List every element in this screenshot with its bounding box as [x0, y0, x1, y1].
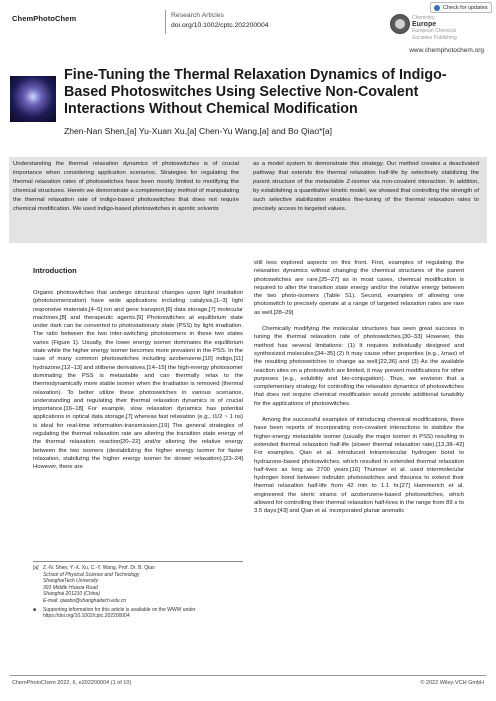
check-updates-label: Check for updates — [443, 4, 488, 11]
support-icon: ■ — [33, 606, 37, 613]
footnote-line: School of Physical Science and Technology — [43, 571, 140, 578]
publisher-line: European Chemical — [412, 28, 456, 34]
article-type: Research Articles — [171, 12, 224, 19]
section-heading: Introduction — [33, 266, 77, 275]
footer-divider — [10, 675, 486, 676]
footnote-label: [a] — [33, 565, 39, 571]
footnote-line: ShanghaiTech University — [43, 578, 99, 585]
journal-name: ChemPhotoChem — [12, 14, 77, 23]
footnote-divider — [33, 561, 243, 562]
footnote-line: 393 Middle Huaxia Road — [43, 584, 98, 591]
body-column-right — [254, 259, 464, 524]
abstract-right: as a model system to demonstrate this strategy. Our method creates a deactivated pathway that extends the thermal relaxation half-life by selectively stabilizing the parent structure of the metastable Z-isomer via non-covalent interaction. In addition, by establishing a quantitative kinetic model, we showed that controlling the strength of such selective stabilization enables fine-tuning of the thermal relaxation rates to precisely access to targeted values. — [253, 161, 479, 212]
website-link[interactable]: www.chemphotochem.org — [409, 47, 484, 54]
footnote-line: Shanghai 201210 (China) — [43, 591, 100, 598]
paragraph: Organic photoswitches that undergo structural changes upon light irradiation (photoisomerization) have wide applications including catalysis,[1–3] light responsive materials,[4–5] ion and gene transport,[6] data storage,[7] molecular machines,[8] and therapeutic agents.[9] Photoswitches at equilibrium state under dark can be converted to photostationary state (PSS) by light irradiation. The ratio between the two inter-switching photoisomers in these two states varies (Figure 1). Usually, the lower energy isomer dominates the equilibrium state while the higher energy isomer becomes more prevalent in the PSS. In the case of many common photoswitches including azobenzene,[10] indigo,[11] hydrazone,[12–13] and stilbene derivatives,[14–15] the high-energy photoisomer dominating the PSS is metastable and can thermally relax to the thermodynamically more stable isomer when the irradiation is removed (thermal relaxation). To better utilize these photoswitches in various scenarios, understanding and regulating their thermal relaxation dynamics is of crucial importance.[16–18] For example, slow relaxation dynamics has potential applications in optical data storage,[7] whereas fast relaxation (e.g., t1/2 ~ 1 ns) is ideal for real-time information-transmission.[19] The general strategies of regulating the thermal relaxation rate are altering the transition state energy of the thermal relaxation reaction[20–22] and/or altering the relative energy between the two isomers (destabilizing the higher energy isomer for faster relaxation, stabilizing the higher energy isomer for slower relaxation).[23–24] However, there are — [33, 290, 243, 471]
abstract-box — [9, 157, 487, 243]
paragraph: Chemically modifying the molecular structures has seen great success in tuning the thermal relaxation rate of photoswitches.[30–33] However, this method has several limitations: (1) It requires individually designed and synthesized molecules;[34–35] (2) It may cause other properties (e.g., λmax) of the resulting photoswitches to change as well;[22,36] and (3) As the available reaction sites on a photoswitch are limited, it may prevent modifications for other purposes (e.g., solubility and bio-conjugation). Thus, we envision that a complementary strategy for controlling the relaxation dynamics of photoswitches that does not require chemical modification would provide additional tunability for the applications of photoswitches. — [254, 326, 464, 407]
check-updates-button[interactable] — [430, 2, 492, 13]
article-title: Fine-Tuning the Thermal Relaxation Dynamics of Indigo-Based Photoswitches Using Selective Non-Covalent Interactions Without Chemical Modification — [64, 67, 447, 117]
publisher-line: Chemistry — [412, 15, 435, 21]
footnote-line: Z.-N. Shen, Y.-X. Xu, C.-Y. Wang, Prof. Dr. B. Qiao — [43, 565, 155, 571]
abstract-left: Understanding the thermal relaxation dynamics of photoswitches is of crucial importance when considering application scenarios. Strategies for regulating the thermal relaxation rates of photoswitches have been mostly limited to modifying the chemical structures. Herein we demonstrate a complementary method of manipulating the thermal relaxation rate of indigo-based photoswitches that does not require chemical modification. We used indigo-based photoswitches in aprotic solvents — [13, 161, 239, 212]
paragraph: Among the successful examples of introducing chemical modifications, there have been reports of incorporating non-covalent interactions to stabilize the higher-energy metastable isomer (usually the major isomer in PSS) resulting in extended thermal relaxation half-life (slower thermal relaxation rate).[13,38–42] For examples, Qian et al. introduced intramolecular hydrogen bond to hydrazone-based photoswitches, which resulted in extended thermal relaxation half-lives as long as 2700 years.[16] Thumser et al. used intermolecular hydrogen bond between indirubin photoswitches and thiourea to extend their thermal relaxation half-life from 42 min to 1.1 hr.[27] Hammerich et al. engineered the steric strains of azobenzene-based photoswitches, which allowed for controlling their thermal relaxation half-lives in the range from 89 s to 3.5 days;[43] and Qian et al. incorporated planar aromatic — [254, 417, 464, 515]
publisher-line: Europe — [412, 20, 437, 28]
publisher-line: Societies Publishing — [412, 34, 457, 41]
publisher-text — [412, 15, 492, 41]
chemistry-europe-logo — [390, 14, 410, 34]
header-divider — [165, 10, 166, 34]
footer-citation: ChemPhotoChem 2022, 6, e202200004 (1 of 10) — [12, 680, 132, 686]
author-list: Zhen-Nan Shen,[a] Yu-Xuan Xu,[a] Chen-Yu Wang,[a] and Bo Qiao*[a] — [64, 126, 333, 136]
footer-copyright: © 2022 Wiley-VCH GmbH — [420, 680, 484, 686]
cover-image — [10, 76, 56, 122]
check-updates-icon — [434, 5, 440, 11]
footnote-line[interactable]: E-mail: qiaobo@shanghaitech.edu.cn — [43, 597, 127, 604]
affiliation-footnote — [33, 565, 243, 620]
supporting-info-link[interactable]: Supporting information for this article is available on the WWW under https://doi.org/10.1002/cptc.202200004 — [43, 606, 196, 620]
doi-link[interactable]: doi.org/10.1002/cptc.202200004 — [171, 22, 269, 29]
body-column-left — [33, 289, 243, 480]
paragraph: still less explored aspects on this front. First, examples of regulating the relaxation dynamics without changing the chemical structures of the parent photoswitches are rare,[25–27] as in most cases, chemical modification is required to alter the transition state energy and/or the relative energy between the two photo-isomers (Table S1). Second, examples of allowing one photoswitch to precisely operate at a range of targeted relaxation rates are rare as well.[28–29] — [254, 260, 464, 316]
